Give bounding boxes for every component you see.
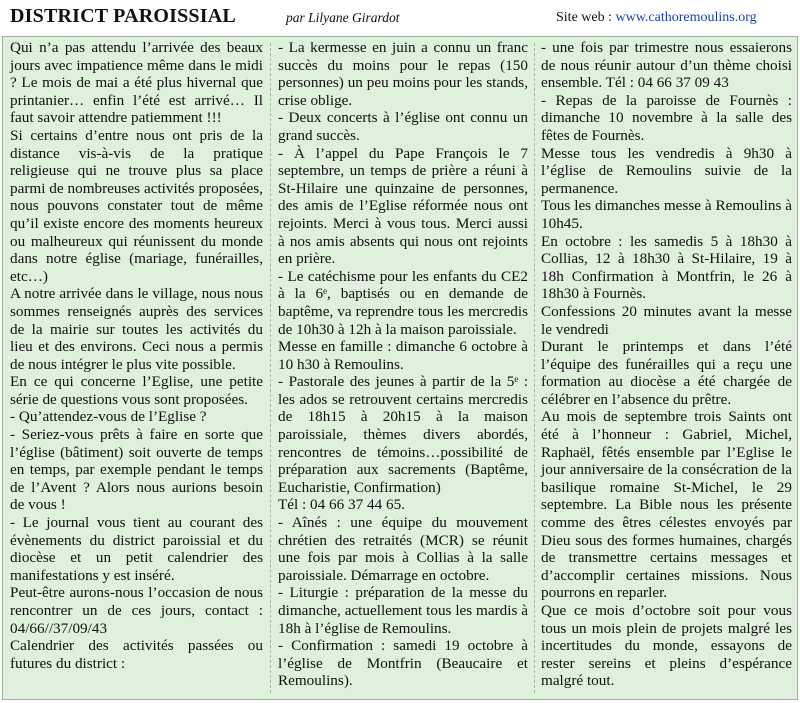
website-label: Site web : [556, 10, 616, 25]
paragraph: - Le catéchisme pour les enfants du CE2 à la 6ᵉ, baptisés ou en demande de baptême, va reprendre tous les mercredis de 10h30 à 12h à la maison paroissiale. [278, 267, 528, 338]
paragraph: Au mois de septembre trois Saints ont été à l’honneur : Gabriel, Michel, Raphaël, fêtés ensemble par l’Eglise le jour anniversaire de la consécration de la basilique romaine St-Michel, le 29 septembre. La Bible nous les présente comme des êtres célestes envoyés par Dieu sous des formes humaines, chargés de transmettre certains messages et d’accomplir certaines missions. Nous pourrons en reparler. [541, 408, 792, 602]
paragraph: - Deux concerts à l’église ont connu un grand succès. [278, 109, 528, 144]
paragraph: En ce qui concerne l’Eglise, une petite série de questions vous sont proposées. [10, 373, 263, 408]
paragraph: Durant le printemps et dans l’été l’équipe des funérailles qui a reçu une formation au diocèse a été chargée de célébrer en l’absence du prêtre. [541, 338, 792, 408]
paragraph: - une fois par trimestre nous essaierons de nous réunir autour d’un thème choisi ensemble. Tél : 04 66 37 09 43 [541, 39, 792, 92]
paragraph: - Le journal vous tient au courant des évènements du district paroissial et du diocèse et un petit calendrier des manifestations y est inséré. [10, 514, 263, 584]
paragraph: Tous les dimanches messe à Remoulins à 10h45. [541, 197, 792, 232]
paragraph: Tél : 04 66 37 44 65. [278, 496, 405, 514]
website-link[interactable]: www.cathoremoulins.org [615, 10, 757, 25]
paragraph: Si certains d’entre nous ont pris de la distance vis-à-vis de la pratique religieuse qui ne trouve plus sa place parmi de nombreuses activités proposées, nous pouvons constater tout de même qu’il existe encore des moments heureux ou malheureux qui réunissent du monde dans notre église (mariage, funérailles, etc…) [10, 126, 263, 285]
website-line [556, 10, 757, 26]
paragraph: Calendrier des activités passées ou futures du district : [10, 637, 263, 672]
paragraph: En octobre : les samedis 5 à 18h30 à Collias, 12 à 18h30 à St-Hilaire, 19 à 18h Confirmation à Montfrin, le 26 à 18h30 à Fournès. [541, 232, 792, 303]
paragraph: - Aînés : une équipe du mouvement chrétien des retraités (MCR) se réunit une fois par mois à Collias à la salle paroissiale. Démarrage en octobre. [278, 514, 528, 584]
paragraph: - Pastorale des jeunes à partir de la 5ᵉ : les ados se retrouvent certains mercredis de 18h15 à 20h15 à la maison paroissiale, thèmes divers abordés, rencontres de témoins…possibilité de préparation aux sacrements (Baptême, Eucharistie, Confirmation) [278, 373, 528, 496]
paragraph: Messe tous les vendredis à 9h30 à l’église de Remoulins suivie de la permanence. [541, 144, 792, 197]
article-byline: par Lilyane Girardot [286, 10, 400, 25]
article-header [0, 0, 800, 36]
paragraph: - Seriez-vous prêts à faire en sorte que l’église (bâtiment) soit ouverte de temps en temps, par exemple pendant le temps de l’Avent ? Alors nous aurions besoin de vous ! [10, 426, 263, 514]
paragraph: Messe en famille : dimanche 6 octobre à 10 h30 à Remoulins. [278, 338, 528, 373]
text-column-1 [10, 39, 263, 672]
text-column-2 [278, 39, 528, 690]
article-title: DISTRICT PAROISSIAL [10, 5, 236, 27]
paragraph: - La kermesse en juin a connu un franc succès du moins pour le repas (150 personnes) un peu moins pour les stands, crise oblige. [278, 39, 528, 109]
paragraph: - Confirmation : samedi 19 octobre à l’église de Montfrin (Beaucaire et Remoulins). [278, 637, 528, 690]
paragraph: Confessions 20 minutes avant la messe le vendredi [541, 302, 792, 338]
paragraph: Qui n’a pas attendu l’arrivée des beaux jours avec impatience même dans le midi ? Le mois de mai a été plus hivernal que printanier… enfin l’été est arrivé… Il faut savoir attendre patiemment !!! [10, 39, 263, 127]
paragraph: - À l’appel du Pape François le 7 septembre, un temps de prière a réuni à St-Hilaire une quinzaine de personnes, des amis de l’Eglise réformée nous ont rejoints. Merci à vous tous. Merci aussi à nos amis absents qui nous ont rejoints en prière. [278, 144, 528, 268]
article-body [2, 36, 798, 700]
paragraph: Peut-être aurons-nous l’occasion de nous rencontrer un de ces jours, contact : 04/66//37/09/43 [10, 584, 263, 637]
paragraph: Que ce mois d’octobre soit pour vous tous un mois plein de projets malgré les incertitudes du monde, essayons de rester sereins et pleins d’espérance malgré tout. [541, 602, 792, 690]
paragraph: - Qu’attendez-vous de l’Eglise ? [10, 408, 207, 426]
paragraph: A notre arrivée dans le village, nous nous sommes renseignés auprès des services de la mairie sur toutes les activités du lieu et des environs. Ceci nous a permis de nous intégrer le plus vite possible. [10, 285, 263, 373]
column-divider [534, 43, 535, 693]
column-divider [270, 43, 271, 693]
paragraph: - Liturgie : préparation de la messe du dimanche, actuellement tous les mardis à 18h à l’église de Remoulins. [278, 584, 528, 637]
text-column-3 [541, 39, 792, 690]
paragraph: - Repas de la paroisse de Fournès : dimanche 10 novembre à la salle des fêtes de Fournès. [541, 91, 792, 144]
